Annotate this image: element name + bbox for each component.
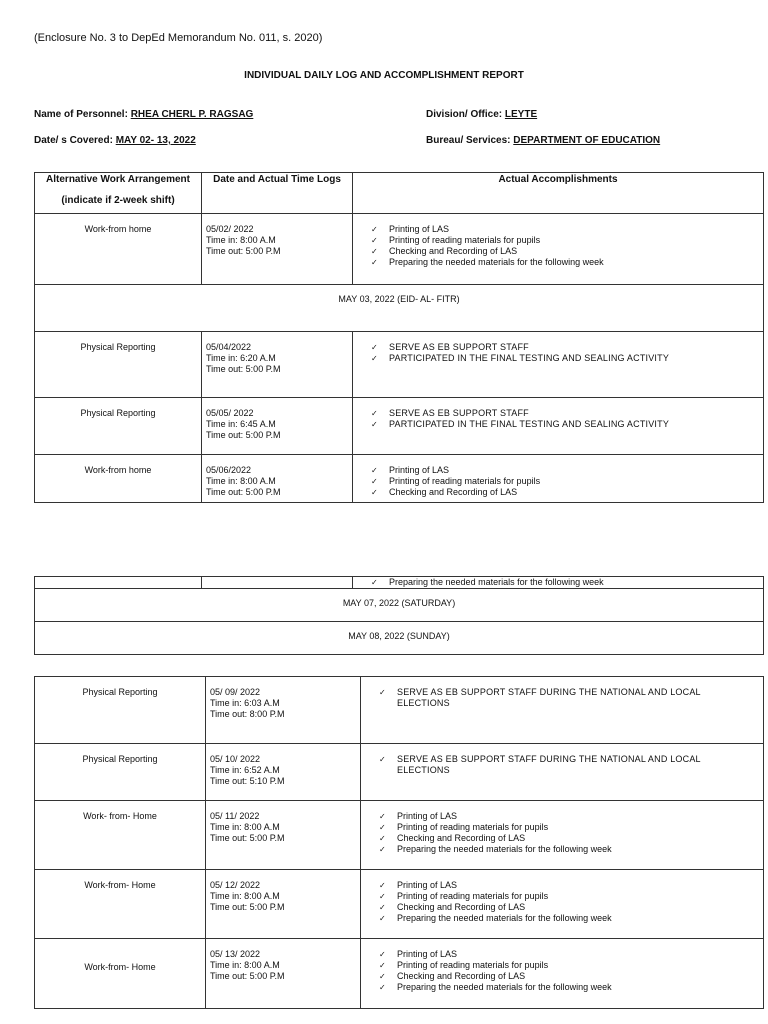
list-item: ✓ Preparing the needed materials for the following week	[379, 913, 763, 924]
time-out: Time out: 5:00 P.M	[210, 971, 285, 981]
time-out: Time out: 5:00 P.M	[206, 246, 281, 256]
list-item: ✓ Checking and Recording of LAS	[379, 971, 763, 982]
list-item: ✓ SERVE AS EB SUPPORT STAFF	[371, 342, 763, 353]
list-item: ✓ SERVE AS EB SUPPORT STAFF	[371, 408, 763, 419]
timelog-cell	[206, 677, 361, 744]
awa-cell: Work-from home	[35, 214, 202, 285]
bureau-value: DEPARTMENT OF EDUCATION	[513, 135, 661, 146]
time-in: Time in: 6:52 A.M	[210, 765, 280, 775]
time-out: Time out: 8:00 P.M	[210, 709, 285, 719]
saturday-cell: MAY 07, 2022 (SATURDAY)	[35, 589, 764, 622]
weekend-row	[35, 589, 764, 622]
list-item: ✓ Printing of LAS	[371, 465, 763, 476]
awa-cell: Work-from- Home	[35, 939, 206, 1009]
accomplishments-cell	[353, 577, 764, 589]
accomplishments-cell	[353, 214, 764, 285]
table-row	[35, 744, 764, 801]
log-date: 05/ 11/ 2022	[210, 811, 260, 821]
col-awa-header	[35, 173, 202, 214]
list-item: ✓ Checking and Recording of LAS	[371, 487, 763, 498]
awa-cell: Work-from- Home	[35, 870, 206, 939]
personnel-value: RHEA CHERL P. RAGSAG	[130, 109, 254, 120]
time-in: Time in: 8:00 A.M	[206, 235, 276, 245]
timelog-cell	[206, 870, 361, 939]
table-row	[35, 398, 764, 455]
awa-cell: Work-from home	[35, 455, 202, 503]
log-table-continuation	[34, 576, 764, 655]
date-covered-label: Date/ s Covered:	[34, 135, 113, 146]
timelog-cell	[206, 801, 361, 870]
accomplishments-cell	[353, 455, 764, 503]
log-date: 05/ 10/ 2022	[210, 754, 261, 764]
timelog-cell	[206, 744, 361, 801]
timelog-cell	[202, 455, 353, 503]
time-out: Time out: 5:10 P.M	[210, 776, 285, 786]
log-date: 05/ 09/ 2022	[210, 687, 261, 697]
time-out: Time out: 5:00 P.M	[206, 430, 281, 440]
time-in: Time in: 6:45 A.M	[206, 419, 276, 429]
time-in: Time in: 8:00 A.M	[210, 891, 280, 901]
list-item: ✓ Preparing the needed materials for the following week	[379, 982, 763, 993]
table-row	[35, 455, 764, 503]
awa-cell: Physical Reporting	[35, 677, 206, 744]
accomplishments-cell	[361, 744, 764, 801]
list-item: ✓ Preparing the needed materials for the following week	[379, 844, 763, 855]
time-out: Time out: 5:00 P.M	[206, 364, 281, 374]
time-in: Time in: 8:00 A.M	[206, 476, 276, 486]
awa-cell: Physical Reporting	[35, 398, 202, 455]
list-item: ✓ SERVE AS EB SUPPORT STAFF DURING THE NATIONAL AND LOCAL ELECTIONS	[379, 687, 733, 709]
table-row	[35, 677, 764, 744]
division-value: LEYTE	[504, 109, 538, 120]
list-item: ✓ Printing of reading materials for pupils	[371, 235, 763, 246]
list-item: ✓ PARTICIPATED IN THE FINAL TESTING AND SEALING ACTIVITY	[371, 353, 763, 364]
timelog-cell	[202, 577, 353, 589]
time-out: Time out: 5:00 P.M	[210, 833, 285, 843]
log-date: 05/04/2022	[206, 342, 252, 352]
time-out: Time out: 5:00 P.M	[210, 902, 285, 912]
list-item: ✓ Printing of reading materials for pupils	[379, 960, 763, 971]
holiday-row	[35, 285, 764, 332]
sunday-cell: MAY 08, 2022 (SUNDAY)	[35, 622, 764, 655]
col-awa-header-line1: Alternative Work Arrangement	[46, 174, 190, 185]
time-out: Time out: 5:00 P.M	[206, 487, 281, 497]
list-item: ✓ SERVE AS EB SUPPORT STAFF DURING THE NATIONAL AND LOCAL ELECTIONS	[379, 754, 733, 776]
timelog-cell	[202, 332, 353, 398]
list-item: ✓ PARTICIPATED IN THE FINAL TESTING AND SEALING ACTIVITY	[371, 419, 763, 430]
log-table-page1	[34, 172, 764, 503]
table-row	[35, 214, 764, 285]
personnel-field	[34, 109, 253, 120]
table-row	[35, 801, 764, 870]
enclosure-note: (Enclosure No. 3 to DepEd Memorandum No. 011, s. 2020)	[34, 32, 323, 44]
accomplishments-cell	[361, 870, 764, 939]
timelog-cell	[202, 398, 353, 455]
time-in: Time in: 6:20 A.M	[206, 353, 276, 363]
list-item: ✓ Printing of reading materials for pupils	[371, 476, 763, 487]
log-date: 05/ 13/ 2022	[210, 949, 261, 959]
division-label: Division/ Office:	[426, 109, 503, 120]
log-date: 05/06/2022	[206, 465, 252, 475]
bureau-label: Bureau/ Services:	[426, 135, 511, 146]
table-row	[35, 870, 764, 939]
list-item: ✓ Printing of LAS	[379, 949, 763, 960]
timelog-cell	[202, 214, 353, 285]
accomplishments-cell	[353, 398, 764, 455]
date-covered-field	[34, 135, 196, 146]
weekend-row	[35, 622, 764, 655]
table-header-row	[35, 173, 764, 214]
list-item: ✓ Checking and Recording of LAS	[371, 246, 763, 257]
table-row	[35, 577, 764, 589]
personnel-label: Name of Personnel:	[34, 109, 128, 120]
report-title: INDIVIDUAL DAILY LOG AND ACCOMPLISHMENT REPORT	[244, 70, 524, 81]
list-item: ✓ Checking and Recording of LAS	[379, 833, 763, 844]
accomplishments-cell	[361, 677, 764, 744]
list-item: ✓ Printing of LAS	[371, 224, 763, 235]
col-acc-header: Actual Accomplishments	[353, 173, 764, 214]
list-item: ✓ Printing of LAS	[379, 880, 763, 891]
accomplishments-cell	[353, 332, 764, 398]
date-covered-value: MAY 02- 13, 2022	[115, 135, 196, 146]
accomplishments-cell	[361, 939, 764, 1009]
awa-cell	[35, 577, 202, 589]
table-row	[35, 332, 764, 398]
holiday-cell: MAY 03, 2022 (EID- AL- FITR)	[35, 285, 764, 332]
table-row	[35, 939, 764, 1009]
accomplishments-cell	[361, 801, 764, 870]
bureau-field	[426, 135, 660, 146]
timelog-cell	[206, 939, 361, 1009]
time-in: Time in: 6:03 A.M	[210, 698, 280, 708]
list-item: ✓ Preparing the needed materials for the following week	[371, 577, 763, 588]
awa-cell: Work- from- Home	[35, 801, 206, 870]
log-table-page2	[34, 676, 764, 1009]
time-in: Time in: 8:00 A.M	[210, 822, 280, 832]
log-date: 05/05/ 2022	[206, 408, 254, 418]
list-item: ✓ Printing of reading materials for pupils	[379, 891, 763, 902]
list-item: ✓ Printing of reading materials for pupils	[379, 822, 763, 833]
col-awa-header-line2: (indicate if 2-week shift)	[61, 195, 175, 206]
col-date-header: Date and Actual Time Logs	[202, 173, 353, 214]
log-date: 05/02/ 2022	[206, 224, 254, 234]
awa-cell: Physical Reporting	[35, 332, 202, 398]
division-field	[426, 109, 537, 120]
log-date: 05/ 12/ 2022	[210, 880, 261, 890]
time-in: Time in: 8:00 A.M	[210, 960, 280, 970]
list-item: ✓ Checking and Recording of LAS	[379, 902, 763, 913]
list-item: ✓ Preparing the needed materials for the following week	[371, 257, 763, 268]
awa-cell: Physical Reporting	[35, 744, 206, 801]
list-item: ✓ Printing of LAS	[379, 811, 763, 822]
